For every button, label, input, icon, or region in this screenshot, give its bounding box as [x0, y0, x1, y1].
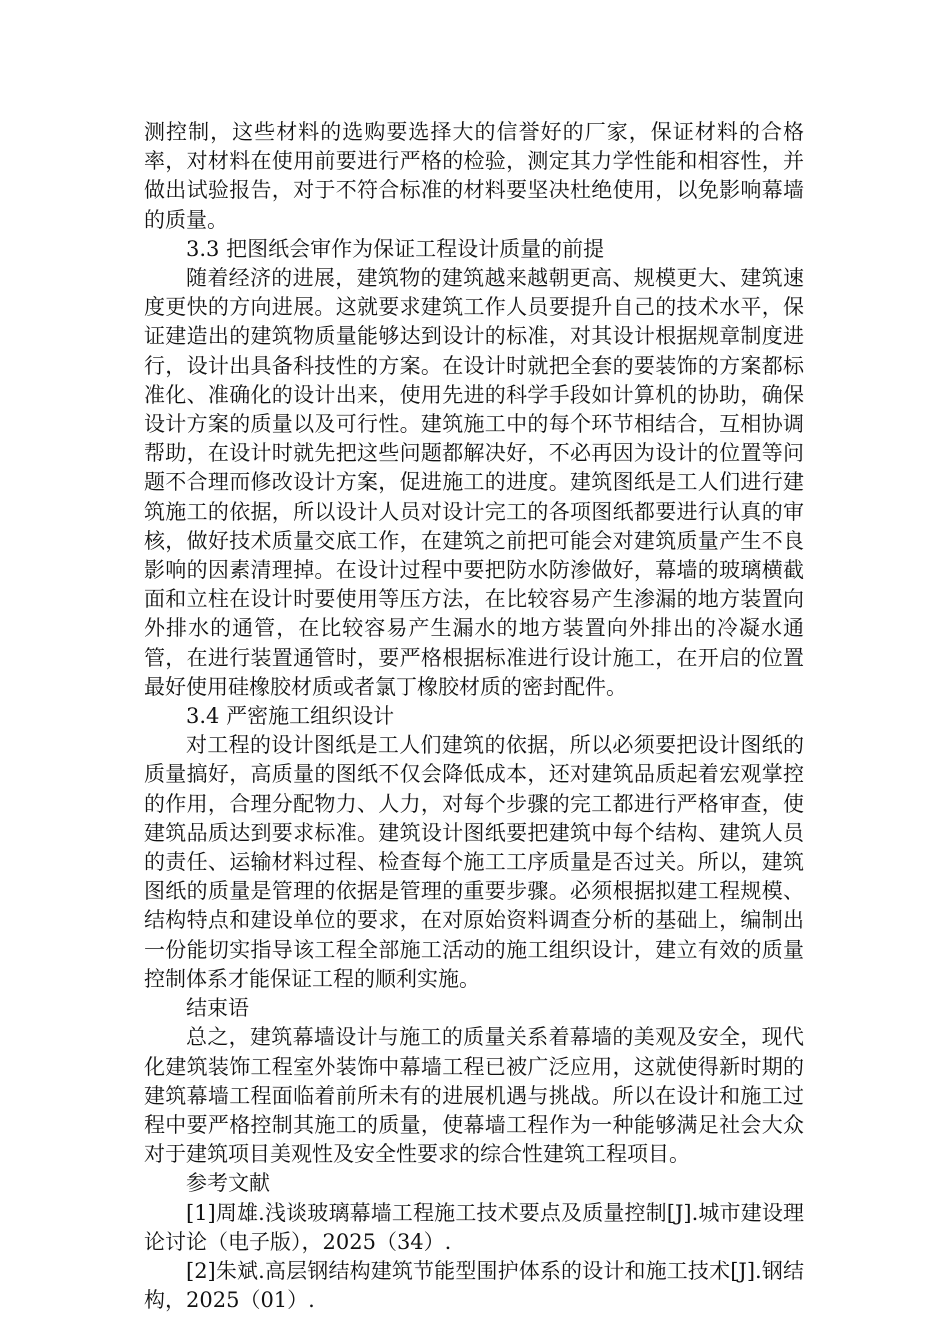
- reference-item-2: [2]朱斌.高层钢结构建筑节能型围护体系的设计和施工技术[J].钢结构，2025（01）.: [144, 1258, 804, 1313]
- document-page: [144, 118, 804, 1315]
- section-heading-3-4: 3.4 严密施工组织设计: [186, 704, 395, 729]
- body-paragraph-3-4: 对工程的设计图纸是工人们建筑的依据，所以必须要把设计图纸的质量搞好，高质量的图纸不仅会降低成本，还对建筑品质起着宏观掌控的作用，合理分配物力、人力，对每个步骤的完工都进行严格审查，使建筑品质达到要求标准。建筑设计图纸要把建筑中每个结构、建筑人员的责任、运输材料过程、检查每个施工工序质量是否过关。所以，建筑图纸的质量是管理的依据是管理的重要步骤。必须根据拟建工程规模、结构特点和建设单位的要求，在对原始资料调查分析的基础上，编制出一份能切实指导该工程全部施工活动的施工组织设计，建立有效的质量控制体系才能保证工程的顺利实施。: [144, 733, 804, 991]
- reference-item-1: [1]周雄.浅谈玻璃幕墙工程施工技术要点及质量控制[J].城市建设理论讨论（电子版），2025（34）.: [144, 1200, 804, 1254]
- body-paragraph-continued: 测控制，这些材料的选购要选择大的信誉好的厂家，保证材料的合格率，对材料在使用前要进行严格的检验，测定其力学性能和相容性，并做出试验报告，对于不符合标准的材料要坚决杜绝使用，以免影响幕墙的质量。: [144, 120, 804, 232]
- conclusion-paragraph: 总之，建筑幕墙设计与施工的质量关系着幕墙的美观及安全，现代化建筑装饰工程室外装饰中幕墙工程已被广泛应用，这就使得新时期的建筑幕墙工程面临着前所未有的进展机遇与挑战。所以在设计和施工过程中要严格控制其施工的质量，使幕墙工程作为一种能够满足社会大众对于建筑项目美观性及安全性要求的综合性建筑工程项目。: [144, 1025, 804, 1167]
- conclusion-heading: 结束语: [186, 996, 249, 1021]
- body-paragraph-3-3: 随着经济的进展，建筑物的建筑越来越朝更高、规模更大、建筑速度更快的方向进展。这就要求建筑工作人员要提升自己的技术水平，保证建造出的建筑物质量能够达到设计的标准，对其设计根据规章制度进行，设计出具备科技性的方案。在设计时就把全套的要装饰的方案都标准化、准确化的设计出来，使用先进的科学手段如计算机的协助，确保设计方案的质量以及可行性。建筑施工中的每个环节相结合，互相协调帮助，在设计时就先把这些问题都解决好，不必再因为设计的位置等问题不合理而修改设计方案，促进施工的进度。建筑图纸是工人们进行建筑施工的依据，所以设计人员对设计完工的各项图纸都要进行认真的审核，做好技术质量交底工作，在建筑之前把可能会对建筑质量产生不良影响的因素清理掉。在设计过程中要把防水防渗做好，幕墙的玻璃横截面和立柱在设计时要使用等压方法，在比较容易产生渗漏的地方装置向外排水的通管，在比较容易产生漏水的地方装置向外排出的冷凝水通管，在进行装置通管时，要严格根据标准进行设计施工，在开启的位置最好使用硅橡胶材质或者氯丁橡胶材质的密封配件。: [144, 266, 804, 699]
- references-heading: 参考文献: [186, 1171, 270, 1196]
- section-heading-3-3: 3.3 把图纸会审作为保证工程设计质量的前提: [186, 236, 605, 261]
